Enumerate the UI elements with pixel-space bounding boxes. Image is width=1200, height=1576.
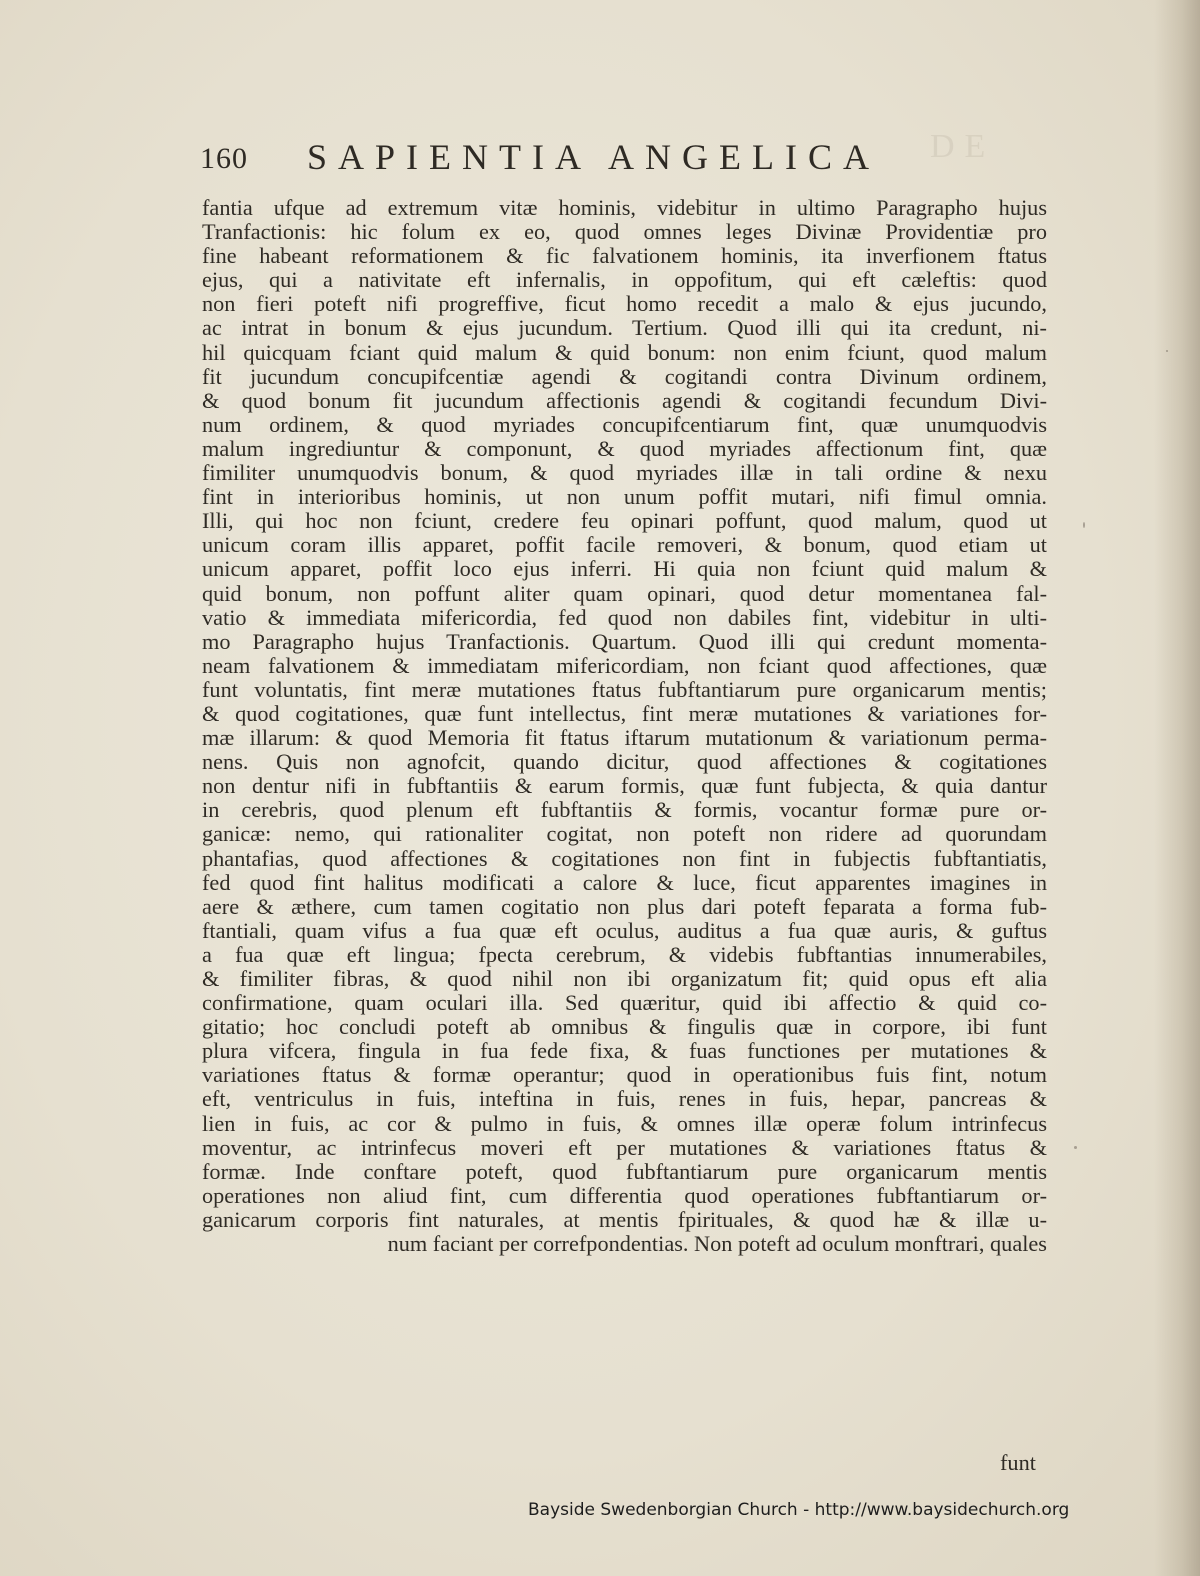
text-line: lien in fuis, ac cor & pulmo in fuis, & omnes illæ operæ folum intrinfecus	[202, 1110, 1047, 1136]
text-line: in cerebris, quod plenum eft fubftantiis & formis, vocantur formæ pure or-	[202, 797, 1047, 823]
text-line: nens. Quis non agnofcit, quando dicitur, quod affectiones & cogitationes	[202, 749, 1047, 775]
text-line: & quod bonum fit jucundum affectionis agendi & cogitandi fecundum Divi-	[202, 387, 1047, 413]
text-line: fimiliter unumquodvis bonum, & quod myriades illæ in tali ordine & nexu	[202, 460, 1047, 486]
text-line: funt voluntatis, fint meræ mutationes ftatus fubftantiarum pure organicarum mentis;	[202, 676, 1047, 702]
footer-credit: Bayside Swedenborgian Church - http://www.baysidechurch.org	[528, 1500, 1070, 1520]
text-line: phantafias, quod affectiones & cogitationes non fint in fubjectis fubftantiatis,	[202, 845, 1047, 871]
paper-speck	[1166, 350, 1168, 352]
catchword: funt	[1000, 1450, 1036, 1475]
page-title: SAPIENTIA ANGELICA	[307, 137, 880, 177]
text-line: hil quicquam fciant quid malum & quid bonum: non enim fciunt, quod malum	[202, 339, 1047, 365]
text-line: aere & æthere, cum tamen cogitatio non plus dari poteft feparata a forma fub-	[202, 893, 1047, 919]
paper-speck	[1083, 522, 1085, 528]
text-line: moventur, ac intrinfecus moveri eft per mutationes & variationes ftatus &	[202, 1134, 1047, 1160]
text-line: num faciant per correfpondentias. Non poteft ad oculum monftrari, quales	[387, 1231, 1047, 1257]
text-line: & fimiliter fibras, & quod nihil non ibi organizatum fit; quid opus eft alia	[202, 966, 1047, 991]
text-line: gitatio; hoc concludi poteft ab omnibus & fingulis quæ in corpore, ibi funt	[202, 1014, 1047, 1040]
text-line: ac intrat in bonum & ejus jucundum. Tertium. Quod illi qui ita credunt, ni-	[202, 315, 1047, 341]
text-line: fed quod fint halitus modificati a calore & luce, ficut apparentes imagines in	[202, 869, 1047, 895]
text-line: Illi, qui hoc non fciunt, credere feu opinari poffunt, quod malum, quod ut	[202, 508, 1047, 534]
text-line: fit jucundum concupifcentiæ agendi & cogitandi contra Divinum ordinem,	[202, 363, 1047, 389]
text-line: ejus, qui a nativitate eft infernalis, in oppofitum, qui eft cæleftis: quod	[202, 267, 1047, 293]
text-line: ganicæ: nemo, qui rationaliter cogitat, non poteft non ridere ad quorundam	[202, 821, 1047, 847]
text-line: fantia ufque ad extremum vitæ hominis, videbitur in ultimo Paragrapho hujus	[202, 195, 1047, 220]
text-line: non dentur nifi in fubftantiis & earum formis, quæ funt fubjecta, & quia dantur	[202, 773, 1047, 799]
page-edge-shadow	[1154, 0, 1200, 1576]
text-line: mo Paragrapho hujus Tranfactionis. Quartum. Quod illi qui credunt momenta-	[202, 628, 1047, 654]
text-line: fine habeant reformationem & fic falvationem hominis, ita inverfionem ftatus	[202, 243, 1047, 269]
text-line: operationes non aliud fint, cum differentia quod operationes fubftantiarum or-	[202, 1182, 1047, 1208]
text-line: unicum coram illis apparet, poffit facile removeri, & bonum, quod etiam ut	[202, 532, 1047, 558]
bleed-through-text: DE	[930, 128, 996, 165]
text-line: plura vifcera, fingula in fua fede fixa, & fuas functiones per mutationes &	[202, 1038, 1047, 1064]
running-header	[200, 136, 940, 180]
text-line: formæ. Inde conftare poteft, quod fubftantiarum pure organicarum mentis	[202, 1158, 1047, 1184]
text-line: num ordinem, & quod myriades concupifcentiarum fint, quæ unumquodvis	[202, 411, 1047, 437]
page-number: 160	[200, 142, 248, 175]
text-line: quid bonum, non poffunt aliter quam opinari, quod detur momentanea fal-	[202, 580, 1047, 606]
text-line: vatio & immediata mifericordia, fed quod non dabiles fint, videbitur in ulti-	[202, 604, 1047, 630]
body-text	[202, 196, 1047, 1256]
text-line: unicum apparet, poffit loco ejus inferri. Hi quia non fciunt quid malum &	[202, 556, 1047, 582]
paper-speck	[1074, 1146, 1077, 1149]
text-line: ganicarum corporis fint naturales, at mentis fpirituales, & quod hæ & illæ u-	[202, 1206, 1047, 1232]
text-line: neam falvationem & immediatam mifericordiam, non fciant quod affectiones, quæ	[202, 652, 1047, 678]
text-line: & quod cogitationes, quæ funt intellectus, fint meræ mutationes & variationes for-	[202, 700, 1047, 726]
text-line: a fua quæ eft lingua; fpecta cerebrum, & videbis fubftantias innumerabiles,	[202, 941, 1047, 967]
text-line: Tranfactionis: hic folum ex eo, quod omnes leges Divinæ Providentiæ pro	[202, 219, 1047, 245]
text-line: ftantiali, quam vifus a fua quæ eft oculus, auditus a fua quæ auris, & guftus	[202, 917, 1047, 943]
text-line: eft, ventriculus in fuis, inteftina in fuis, renes in fuis, hepar, pancreas &	[202, 1086, 1047, 1112]
text-line: non fieri poteft nifi progreffive, ficut homo recedit a malo & ejus jucundo,	[202, 291, 1047, 317]
text-line: malum ingrediuntur & componunt, & quod myriades affectionum fint, quæ	[202, 435, 1047, 461]
text-line: variationes ftatus & formæ operantur; quod in operationibus fuis fint, notum	[202, 1062, 1047, 1088]
text-line: confirmatione, quam oculari illa. Sed quæritur, quid ibi affectio & quid co-	[202, 990, 1047, 1016]
text-line: mæ illarum: & quod Memoria fit ftatus iftarum mutationum & variationum perma-	[202, 725, 1047, 751]
text-line: fint in interioribus hominis, ut non unum poffit mutari, nifi fimul omnia.	[202, 484, 1047, 510]
